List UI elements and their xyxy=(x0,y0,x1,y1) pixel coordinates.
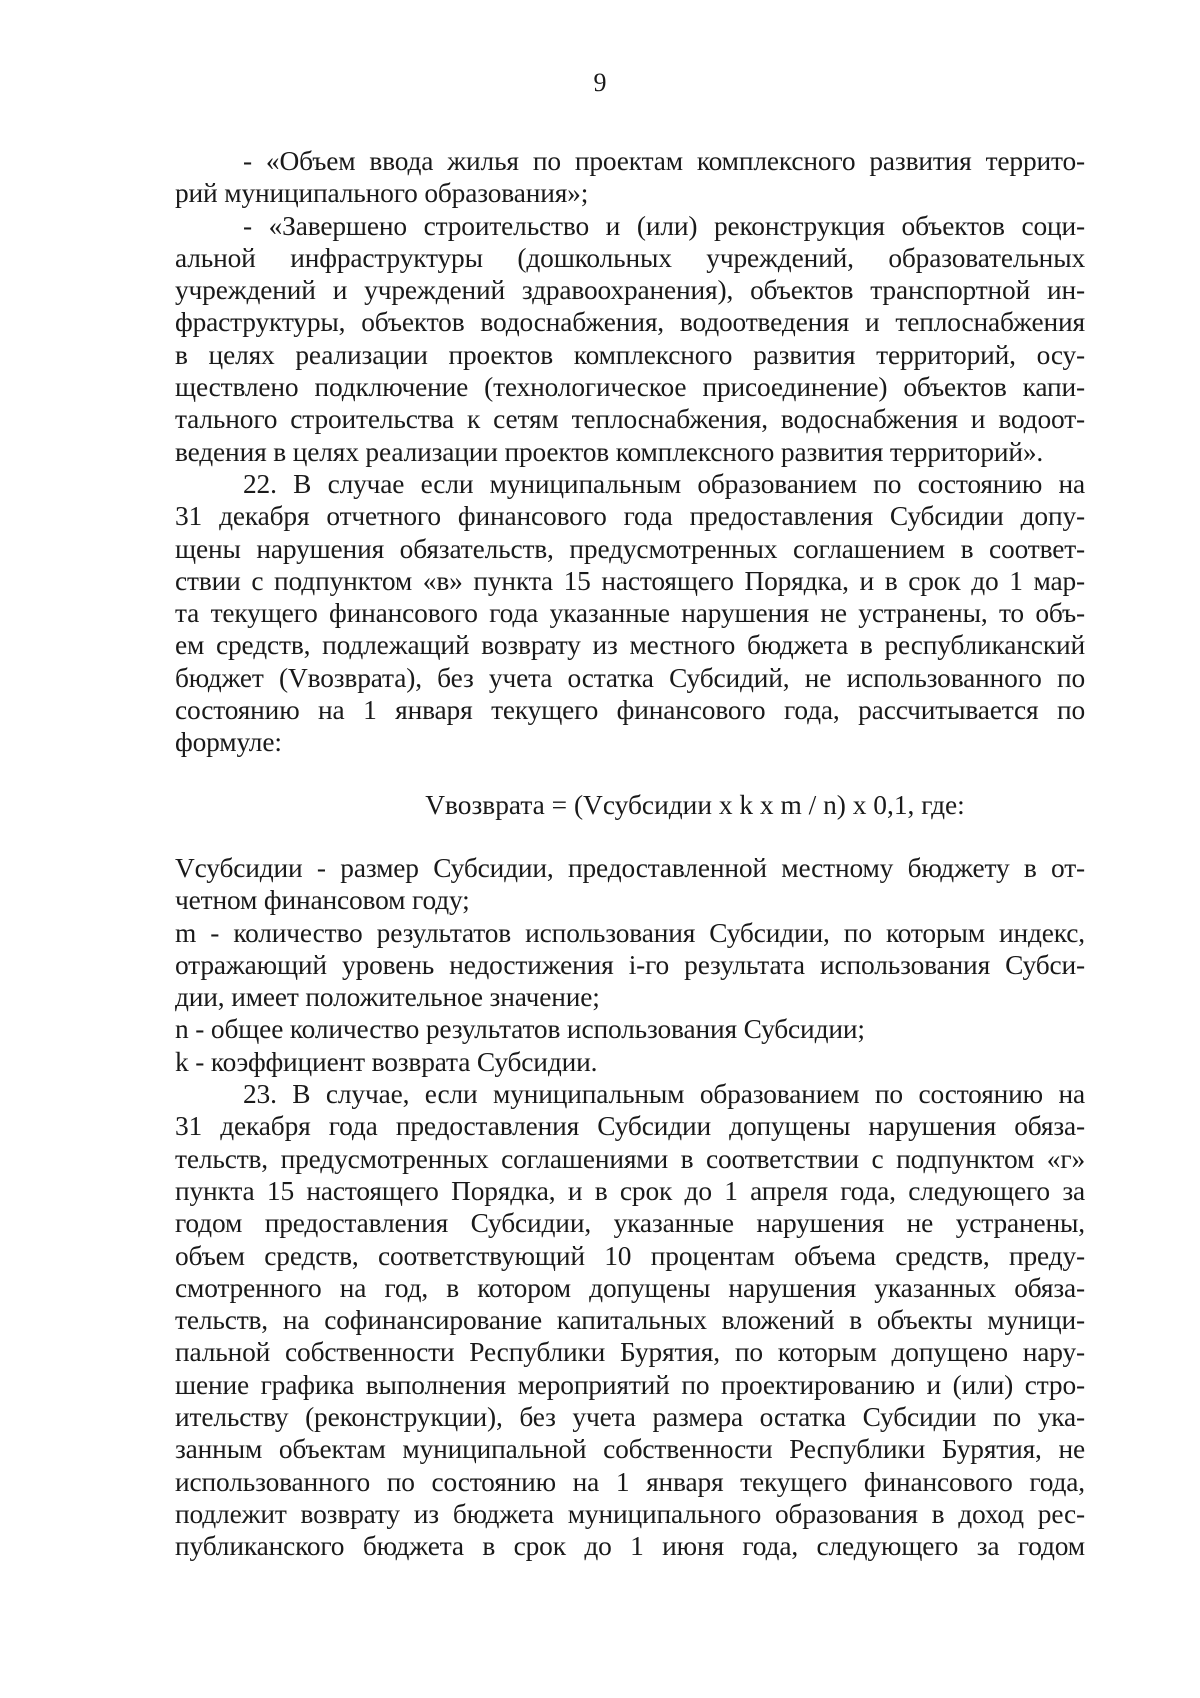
text-line: 23. В случае, если муниципальным образованием по состоянию на xyxy=(243,1079,1085,1110)
text-line: четном финансовом году; xyxy=(175,885,470,916)
text-line: смотренного на год, в котором допущены нарушения указанных обяза- xyxy=(175,1272,1085,1303)
text-line: та текущего финансового года указанные нарушения не устранены, то объ- xyxy=(175,598,1085,629)
text-line: тельств, предусмотренных соглашениями в соответствии с подпунктом «г» xyxy=(175,1143,1085,1174)
text-line: бюджет (Vвозврата), без учета остатка Субсидий, не использованного по xyxy=(175,662,1085,693)
text-line: занным объектам муниципальной собственности Республики Бурятия, не xyxy=(175,1434,1085,1465)
text-line: ведения в целях реализации проектов комплексного развития территорий». xyxy=(175,436,1044,467)
text-line: подлежит возврату из бюджета муниципального образования в доход рес- xyxy=(175,1498,1085,1529)
text-line: публиканского бюджета в срок до 1 июня года, следующего за годом xyxy=(175,1531,1085,1562)
text-line: 22. В случае если муниципальным образованием по состоянию на xyxy=(243,468,1085,499)
text-line: пальной собственности Республики Бурятия, по которым допущено нару- xyxy=(175,1337,1085,1368)
text-line: учреждений и учреждений здравоохранения), объектов транспортной ин- xyxy=(175,275,1085,306)
text-line: альной инфраструктуры (дошкольных учреждений, образовательных xyxy=(175,242,1085,273)
text-line: n - общее количество результатов использования Субсидии; xyxy=(175,1014,865,1045)
text-line: m - количество результатов использования Субсидии, по которым индекс, xyxy=(175,917,1085,948)
text-line: тельств, на софинансирование капитальных вложений в объекты муници- xyxy=(175,1305,1085,1336)
document-body xyxy=(175,145,1085,1562)
text-line: ствии с подпунктом «в» пункта 15 настоящего Порядка, и в срок до 1 мар- xyxy=(175,565,1085,596)
page-number: 9 xyxy=(593,68,607,97)
text-line: щены нарушения обязательств, предусмотренных соглашением в соответ- xyxy=(175,533,1085,564)
paragraphs-after-formula xyxy=(175,1078,1085,1562)
text-line: Vсубсидии - размер Субсидии, предоставленной местному бюджету в от- xyxy=(175,852,1085,883)
paragraphs-before-formula xyxy=(175,145,1085,759)
text-line: пункта 15 настоящего Порядка, и в срок до 1 апреля года, следующего за xyxy=(175,1175,1085,1206)
text-line: объем средств, соответствующий 10 процентам объема средств, преду- xyxy=(175,1240,1085,1271)
text-line: дии, имеет положительное значение; xyxy=(175,982,600,1013)
formula: Vвозврата = (Vсубсидии x k x m / n) x 0,1, где: xyxy=(425,789,965,820)
text-line: состоянию на 1 января текущего финансового года, рассчитывается по xyxy=(175,695,1085,726)
text-line: k - коэффициент возврата Субсидии. xyxy=(175,1046,598,1077)
text-line: 31 декабря года предоставления Субсидии допущены нарушения обяза- xyxy=(175,1111,1085,1142)
text-line: использованного по состоянию на 1 января текущего финансового года, xyxy=(175,1466,1085,1497)
text-line: в целях реализации проектов комплексного развития территорий, осу- xyxy=(175,339,1085,370)
text-line: шение графика выполнения мероприятий по проектированию и (или) стро- xyxy=(175,1369,1085,1400)
text-line: - «Завершено строительство и (или) реконструкция объектов соци- xyxy=(243,210,1085,241)
text-line: отражающий уровень недостижения i-го результата использования Субси- xyxy=(175,949,1085,980)
text-line: - «Объем ввода жилья по проектам комплексного развития террито- xyxy=(243,146,1085,176)
text-line: ем средств, подлежащий возврату из местного бюджета в республиканский xyxy=(175,630,1085,661)
text-line: фраструктуры, объектов водоснабжения, водоотведения и теплоснабжения xyxy=(175,307,1085,338)
text-line: ществлено подключение (технологическое присоединение) объектов капи- xyxy=(175,372,1085,403)
text-line: тального строительства к сетям теплоснабжения, водоснабжения и водоот- xyxy=(175,404,1085,435)
text-line: 31 декабря отчетного финансового года предоставления Субсидии допу- xyxy=(175,501,1085,532)
formula-definitions xyxy=(175,852,1085,1078)
text-line: формуле: xyxy=(175,727,282,758)
text-line: рий муниципального образования»; xyxy=(175,178,589,209)
text-line: годом предоставления Субсидии, указанные нарушения не устранены, xyxy=(175,1208,1085,1239)
text-line: ительству (реконструкции), без учета размера остатка Субсидии по ука- xyxy=(175,1401,1085,1432)
